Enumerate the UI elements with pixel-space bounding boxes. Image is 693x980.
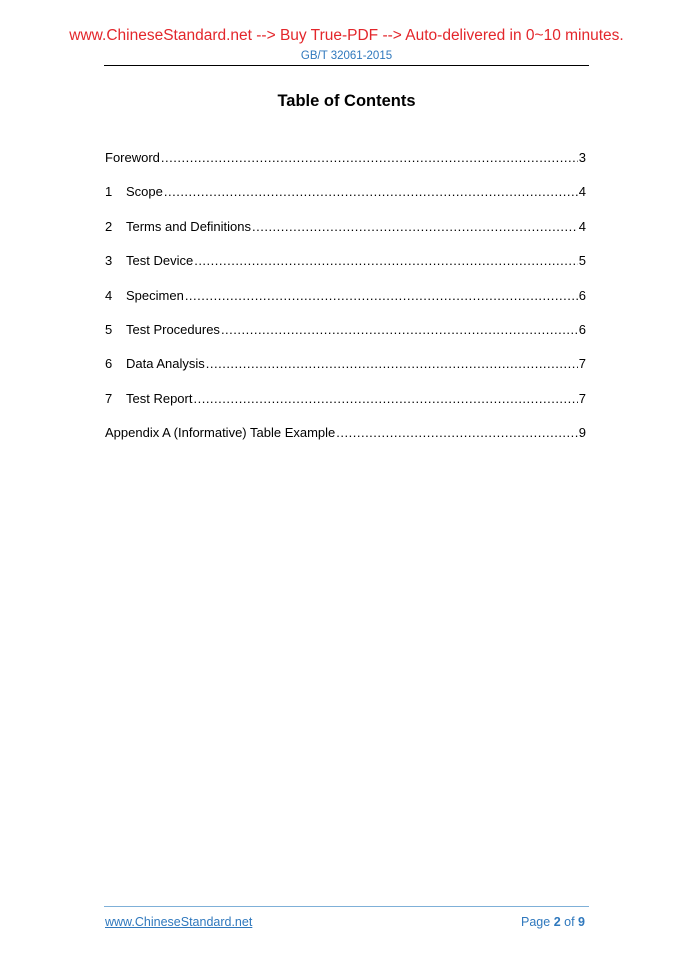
toc-entry-test-report[interactable] (105, 391, 586, 425)
toc-entry-title: Test Device (126, 253, 194, 269)
toc-entry-number: 1 (105, 184, 113, 200)
page-number (521, 915, 585, 929)
toc-leader-dots (164, 184, 578, 199)
toc-entry-scope[interactable] (105, 184, 586, 218)
page-label: Page (521, 915, 551, 929)
toc-entry-page: 6 (578, 287, 586, 303)
toc-entry-page: 9 (578, 425, 586, 441)
page-total: 9 (578, 915, 585, 929)
toc-entry-data-analysis[interactable] (105, 356, 586, 390)
page-title: Table of Contents (277, 92, 416, 110)
standard-code: GB/T 32061-2015 (300, 50, 393, 62)
toc-entry-test-device[interactable] (105, 253, 586, 287)
toc-entry-number: 4 (105, 287, 113, 303)
toc-entry-title: Foreword (105, 150, 160, 165)
toc-entry-title: Data Analysis (126, 356, 205, 372)
toc-entry-title: Terms and Definitions (126, 218, 251, 234)
toc-entry-foreword[interactable] (105, 150, 586, 184)
top-banner[interactable]: www.ChineseStandard.net --> Buy True-PDF --> Auto-delivered in 0~10 minutes. (69, 27, 624, 44)
toc-entry-title: Specimen (126, 287, 184, 303)
table-of-contents (105, 150, 586, 460)
toc-entry-appendix-a[interactable] (105, 425, 586, 459)
toc-entry-number: 5 (105, 321, 113, 337)
toc-entry-title: Appendix A (Informative) Table Example (105, 425, 336, 441)
toc-leader-dots (161, 150, 578, 165)
toc-entry-title: Test Procedures (126, 321, 220, 337)
toc-entry-number: 7 (105, 390, 113, 406)
toc-leader-dots (185, 288, 578, 303)
toc-entry-terms-and-definitions[interactable] (105, 219, 586, 253)
toc-entry-title: Scope (126, 184, 163, 200)
toc-leader-dots (221, 322, 578, 337)
toc-leader-dots (194, 253, 578, 268)
toc-entry-page: 4 (578, 184, 586, 200)
header-divider (104, 65, 589, 66)
toc-entry-page: 3 (578, 150, 586, 165)
toc-entry-number: 3 (105, 253, 113, 269)
toc-entry-page: 7 (578, 390, 586, 406)
toc-entry-title: Test Report (126, 390, 193, 406)
toc-entry-number: 6 (105, 356, 113, 372)
footer-website-link[interactable]: www.ChineseStandard.net (105, 915, 253, 929)
toc-leader-dots (336, 425, 577, 440)
toc-leader-dots (206, 356, 578, 371)
toc-leader-dots (252, 219, 578, 234)
footer-divider (104, 906, 589, 907)
toc-entry-page: 6 (578, 321, 586, 337)
page-of: of (564, 915, 575, 929)
toc-entry-page: 4 (578, 218, 586, 234)
toc-entry-page: 7 (578, 356, 586, 372)
toc-entry-specimen[interactable] (105, 288, 586, 322)
toc-entry-number: 2 (105, 218, 113, 234)
toc-leader-dots (193, 391, 577, 406)
page-current: 2 (553, 915, 561, 929)
toc-entry-test-procedures[interactable] (105, 322, 586, 356)
toc-entry-page: 5 (578, 253, 586, 269)
